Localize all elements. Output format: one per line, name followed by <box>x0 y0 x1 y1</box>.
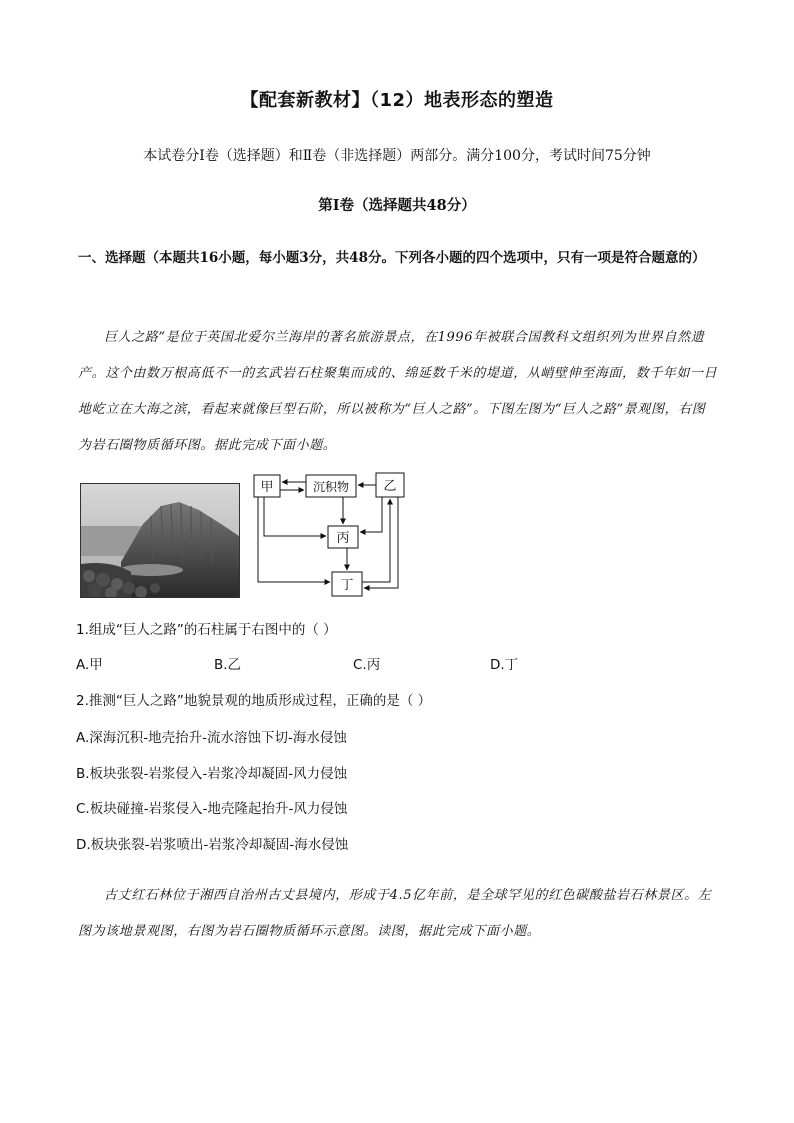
part-heading: 第Ⅰ卷（选择题共48分） <box>318 197 476 214</box>
q2-option-a[interactable]: A.深海沉积-地壳抬升-流水溶蚀下切-海水侵蚀 <box>76 730 347 746</box>
q2-option-d[interactable]: D.板块张裂-岩浆喷出-岩浆冷却凝固-海水侵蚀 <box>76 837 349 853</box>
exam-info: 本试卷分Ⅰ卷（选择题）和Ⅱ卷（非选择题）两部分。满分100分，考试时间75分钟 <box>143 148 651 164</box>
q1-option-a[interactable]: A.甲 <box>76 657 103 673</box>
section-heading: 一、选择题（本题共16小题，每小题3分，共48分。下列各小题的四个选项中，只有一项是符合题意的） <box>78 250 706 266</box>
page-title: 【配套新教材】（12）地表形态的塑造 <box>240 90 554 111</box>
passage-red-stone-forest: 古丈红石林位于湘西自治州古丈县境内，形成于4.5亿年前，是全球罕见的红色碳酸盐岩石林景区。左图为该地景观图，右图为岩石圈物质循环示意图。读图，据此完成下面小题。 <box>78 888 712 939</box>
q1-option-b[interactable]: B.乙 <box>214 657 242 673</box>
q2-option-c[interactable]: C.板块碰撞-岩浆侵入-地壳隆起抬升-风力侵蚀 <box>76 801 348 817</box>
node-sediment: 沉积物 <box>312 480 350 494</box>
q2-option-b[interactable]: B.板块张裂-岩浆侵入-岩浆冷却凝固-风力侵蚀 <box>76 766 348 782</box>
passage-giants-causeway: 巨人之路”是位于英国北爱尔兰海岸的著名旅游景点，在1996年被联合国教科文组织列为世界自然遗产。这个由数万根高低不一的玄武岩石柱聚集而成的、绵延数千米的堤道，从峭壁伸至海面，数千年如一日地屹立在大海之滨，看起来就像巨型石阶，所以被称为“巨人之路”。下图左图为“巨人之路”景观图，右图为岩石圈物质循环图。据此完成下面小题。 <box>78 330 718 453</box>
node-jia: 甲 <box>260 480 274 495</box>
giants-causeway-photo <box>80 483 240 598</box>
node-ding: 丁 <box>340 578 354 593</box>
q1-option-c[interactable]: C.丙 <box>353 657 381 673</box>
question-1-options <box>76 653 676 673</box>
node-bing: 丙 <box>336 531 350 546</box>
node-yi: 乙 <box>383 479 397 494</box>
rock-cycle-diagram <box>250 470 420 600</box>
question-1-stem: 1.组成“巨人之路”的石柱属于右图中的（ ） <box>76 622 337 638</box>
question-2-stem: 2.推测“巨人之路”地貌景观的地质形成过程，正确的是（ ） <box>76 693 432 709</box>
q1-option-d[interactable]: D.丁 <box>490 657 519 673</box>
